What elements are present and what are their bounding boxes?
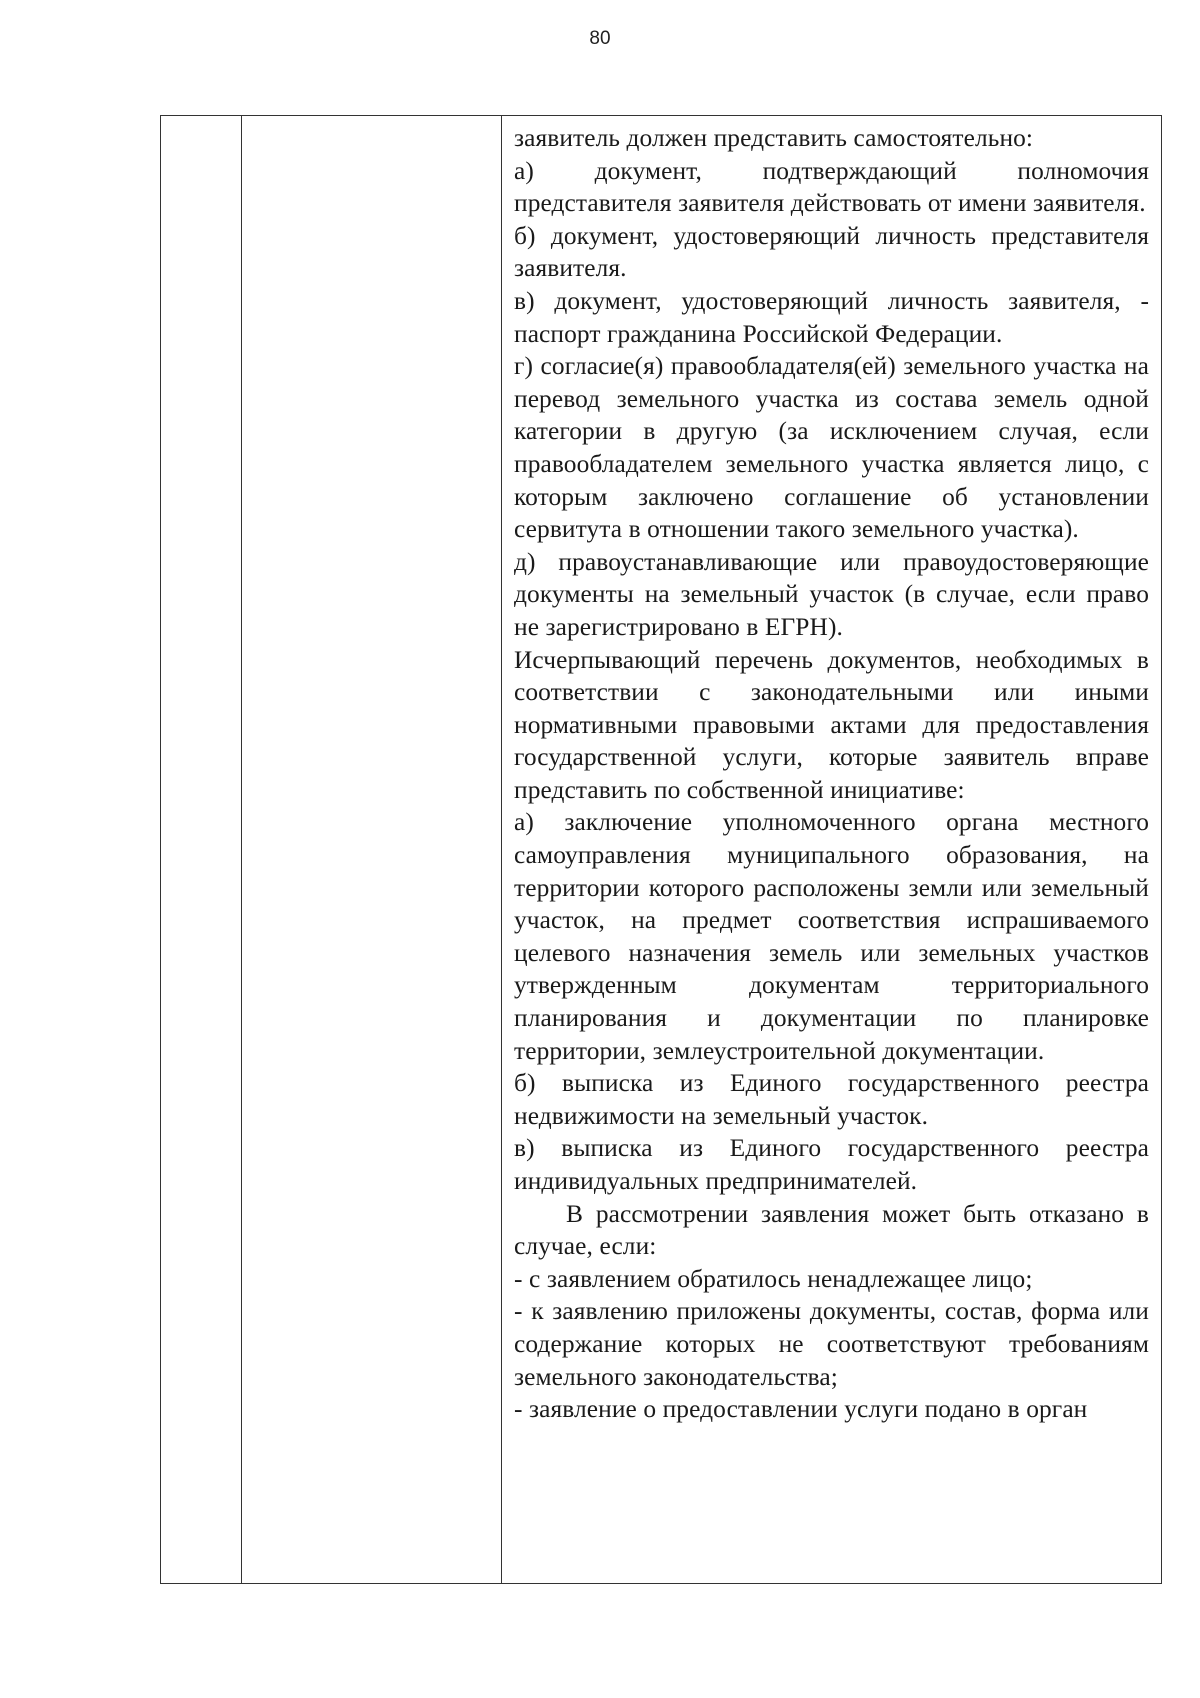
table-column-name bbox=[241, 116, 502, 1583]
list-item-g-consent: г) согласие(я) правообладателя(ей) земельного участка на перевод земельного участка из состава земель одной категории в другую (за исключением случая, если правообладателем земельного участка является лицо, с которым заключено соглашение об установлении сервитута в отношении такого земельного участка). bbox=[514, 352, 1149, 544]
list-item-a-conclusion: а) заключение уполномоченного органа местного самоуправления муниципального образования, на территории которого расположены земли или земельный участок, на предмет соответствия испрашиваемого целевого назначения земель или земельных участков утвержденным документам территориального планирования и документации по планировке территории, землеустроительной документации. bbox=[514, 808, 1149, 1065]
paragraph-intro: заявитель должен представить самостоятельно: bbox=[514, 124, 1034, 152]
list-item-v-applicant-id: в) документ, удостоверяющий личность заявителя, - паспорт гражданина Российской Федерации. bbox=[514, 286, 1149, 348]
paragraph-refusal: В рассмотрении заявления может быть отказано в случае, если: bbox=[514, 1199, 1149, 1261]
document-table bbox=[160, 115, 1162, 1584]
page-number: 80 bbox=[589, 28, 611, 49]
list-item-a-authority: а) документ, подтверждающий полномочия представителя заявителя действовать от имени заявителя. bbox=[514, 156, 1149, 218]
paragraph-optional-documents: Исчерпывающий перечень документов, необходимых в соответствии с законодательными или иными нормативными правовыми актами для предоставления государственной услуги, которые заявитель вправе представить по собственной инициативе: bbox=[514, 645, 1149, 804]
table-column-content bbox=[503, 116, 1161, 1583]
refusal-reason-2: - к заявлению приложены документы, состав, форма или содержание которых не соответствуют требованиям земельного законодательства; bbox=[514, 1297, 1149, 1391]
list-item-b-representative-id: б) документ, удостоверяющий личность представителя заявителя. bbox=[514, 221, 1149, 283]
list-item-d-title-documents: д) правоустанавливающие или правоудостоверяющие документы на земельный участок (в случае, если право не зарегистрировано в ЕГРН). bbox=[514, 547, 1149, 641]
refusal-reason-3: - заявление о предоставлении услуги подано в орган bbox=[514, 1395, 1088, 1424]
refusal-reason-1: - с заявлением обратилось ненадлежащее лицо; bbox=[514, 1264, 1033, 1293]
list-item-v-egrip-extract: в) выписка из Единого государственного реестра индивидуальных предпринимателей. bbox=[514, 1134, 1149, 1195]
table-column-number bbox=[161, 116, 242, 1583]
list-item-b-egrn-extract: б) выписка из Единого государственного реестра недвижимости на земельный участок. bbox=[514, 1069, 1149, 1130]
